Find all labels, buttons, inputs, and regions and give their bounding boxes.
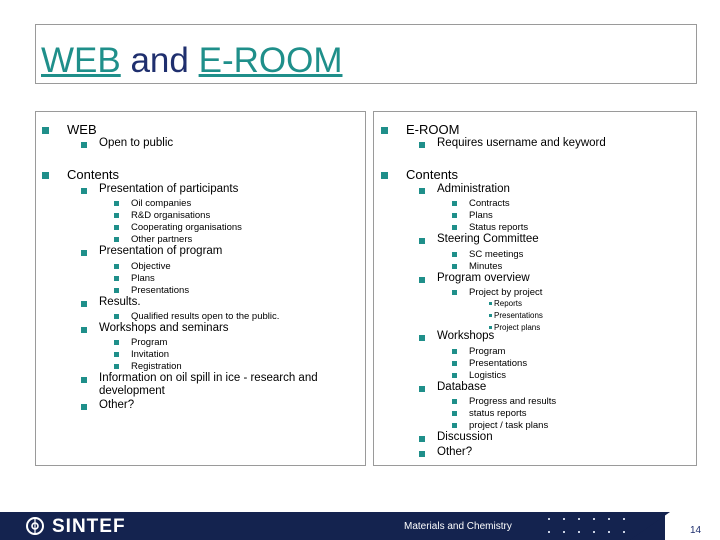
bullet-icon xyxy=(114,364,119,369)
page-title xyxy=(41,40,342,82)
page-number: 14 xyxy=(690,525,702,536)
left-other: Other? xyxy=(99,399,135,411)
workshops-seminars: Workshops and seminars xyxy=(99,322,229,334)
participant-item: Oil companies xyxy=(131,198,192,209)
bullet-icon xyxy=(114,352,119,357)
database-item: status reports xyxy=(469,408,527,419)
bullet-icon xyxy=(452,201,457,206)
admin-item: Status reports xyxy=(469,222,529,233)
bullet-icon xyxy=(381,127,388,134)
admin-item: Contracts xyxy=(469,198,510,209)
bullet-icon xyxy=(489,326,492,329)
steering-item: SC meetings xyxy=(469,249,524,260)
participant-item: R&D organisations xyxy=(131,210,211,221)
bullet-icon xyxy=(114,225,119,230)
bullet-icon xyxy=(114,201,119,206)
bullet-icon xyxy=(419,188,425,194)
bullet-icon xyxy=(419,277,425,283)
admin-item: Plans xyxy=(469,210,493,221)
presentation-participants: Presentation of participants xyxy=(99,183,239,195)
bullet-icon xyxy=(419,142,425,148)
bullet-icon xyxy=(452,411,457,416)
project-sub-item: Reports xyxy=(494,299,523,308)
bullet-icon xyxy=(81,377,87,383)
footer-department: Materials and Chemistry xyxy=(404,521,512,532)
title-eroom-link[interactable]: E-ROOM xyxy=(198,41,343,80)
left-contents-heading: Contents xyxy=(67,167,120,182)
bullet-icon xyxy=(42,127,49,134)
project-by-project: Project by project xyxy=(469,287,543,298)
bullet-icon xyxy=(114,237,119,242)
sintef-logo-text: SINTEF xyxy=(52,516,126,537)
participant-item: Cooperating organisations xyxy=(131,222,242,233)
database-item: Progress and results xyxy=(469,396,557,407)
program-item: Presentations xyxy=(131,285,190,296)
program-item: Objective xyxy=(131,261,171,272)
database: Database xyxy=(437,381,487,393)
bullet-icon xyxy=(42,172,49,179)
title-web-link[interactable]: WEB xyxy=(41,41,121,80)
bullet-icon xyxy=(81,142,87,148)
bullet-icon xyxy=(81,188,87,194)
web-item: Open to public xyxy=(99,137,174,149)
steering-committee: Steering Committee xyxy=(437,233,539,245)
bullet-icon xyxy=(452,423,457,428)
bullet-icon xyxy=(419,386,425,392)
right-contents-heading: Contents xyxy=(406,167,459,182)
eroom-item: Requires username and keyword xyxy=(437,137,606,149)
results-item: Qualified results open to the public. xyxy=(131,311,280,322)
discussion: Discussion xyxy=(437,431,493,443)
steering-item: Minutes xyxy=(469,261,503,272)
bullet-icon xyxy=(81,404,87,410)
database-item: project / task plans xyxy=(469,420,549,431)
title-and: and xyxy=(120,41,199,80)
info-line-1: Information on oil spill in ice - research and xyxy=(99,372,318,384)
results: Results. xyxy=(99,296,141,308)
bullet-icon xyxy=(114,288,119,293)
bullet-icon xyxy=(114,340,119,345)
bullet-icon xyxy=(81,250,87,256)
bullet-icon xyxy=(489,302,492,305)
eroom-heading: E-ROOM xyxy=(406,122,460,137)
bullet-icon xyxy=(381,172,388,179)
left-panel xyxy=(35,111,366,466)
footer-slope xyxy=(630,512,670,540)
bullet-icon xyxy=(114,314,119,319)
bullet-icon xyxy=(489,314,492,317)
bullet-icon xyxy=(452,290,457,295)
presentation-program: Presentation of program xyxy=(99,245,223,257)
workshop-item: Program xyxy=(131,337,168,348)
bullet-icon xyxy=(452,213,457,218)
bullet-icon xyxy=(114,213,119,218)
sintef-logo-icon xyxy=(24,516,46,536)
bullet-icon xyxy=(452,373,457,378)
administration: Administration xyxy=(437,183,510,195)
bullet-icon xyxy=(419,451,425,457)
bullet-icon xyxy=(452,264,457,269)
bullet-icon xyxy=(452,399,457,404)
info-line-2: development xyxy=(99,385,165,397)
bullet-icon xyxy=(452,361,457,366)
bullet-icon xyxy=(452,252,457,257)
footer-dots xyxy=(548,516,628,536)
bullet-icon xyxy=(419,436,425,442)
bullet-icon xyxy=(81,301,87,307)
bullet-icon xyxy=(114,264,119,269)
right-workshop-item: Presentations xyxy=(469,358,528,369)
project-sub-item: Project plans xyxy=(494,323,541,332)
web-heading: WEB xyxy=(67,122,97,137)
bullet-icon xyxy=(81,327,87,333)
bullet-icon xyxy=(419,238,425,244)
program-item: Plans xyxy=(131,273,155,284)
participant-item: Other partners xyxy=(131,234,193,245)
workshop-item: Registration xyxy=(131,361,182,372)
bullet-icon xyxy=(452,349,457,354)
project-sub-item: Presentations xyxy=(494,311,543,320)
program-overview: Program overview xyxy=(437,272,530,284)
bullet-icon xyxy=(419,335,425,341)
workshop-item: Invitation xyxy=(131,349,170,360)
right-workshops: Workshops xyxy=(437,330,495,342)
bullet-icon xyxy=(452,225,457,230)
right-workshop-item: Program xyxy=(469,346,506,357)
right-other: Other? xyxy=(437,446,473,458)
bullet-icon xyxy=(114,276,119,281)
right-workshop-item: Logistics xyxy=(469,370,506,381)
